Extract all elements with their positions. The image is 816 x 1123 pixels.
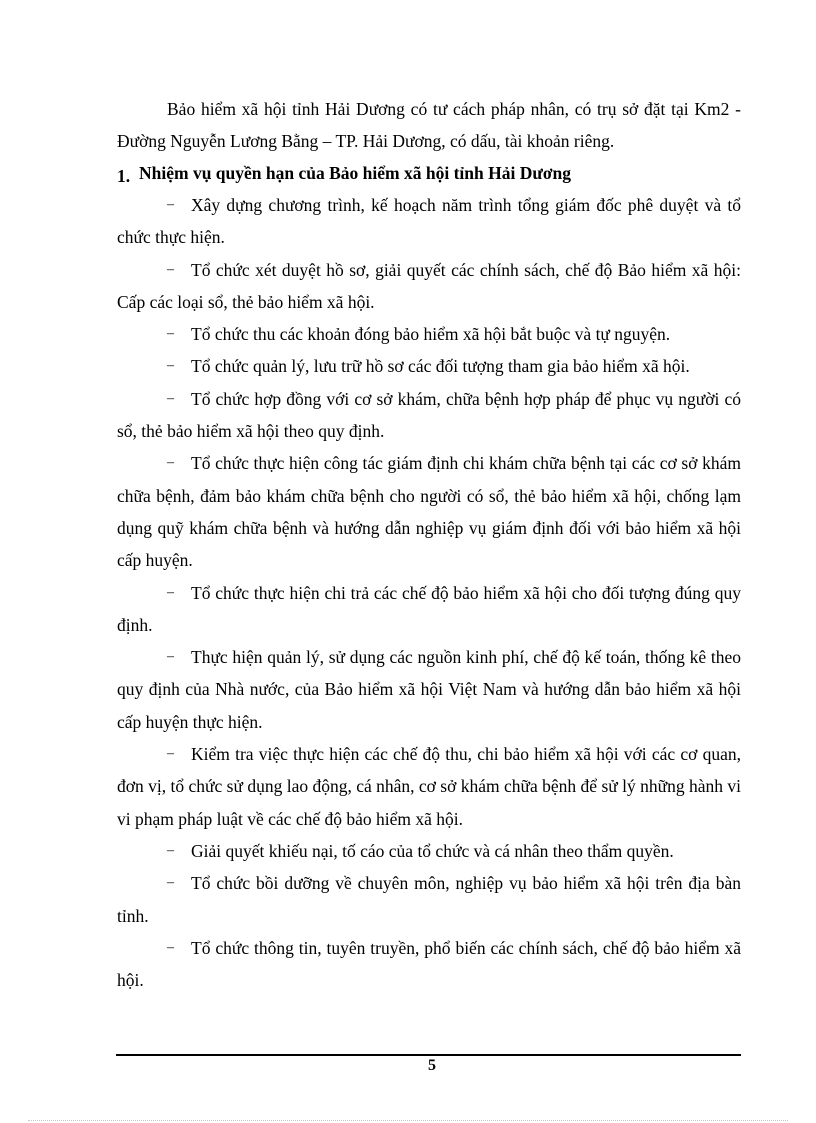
duty-item — [117, 867, 741, 932]
duty-item — [117, 383, 741, 448]
bullet-dash-icon: – — [167, 390, 174, 406]
duty-item — [117, 932, 741, 997]
bullet-dash-icon: – — [167, 358, 174, 374]
duty-item — [117, 350, 741, 382]
duty-text: Tổ chức bồi dưỡng về chuyên môn, nghiệp vụ bảo hiểm xã hội trên địa bàn tỉnh. — [117, 873, 741, 926]
duty-text: Xây dựng chương trình, kế hoạch năm trình tổng giám đốc phê duyệt và tổ chức thực hiện. — [117, 195, 741, 248]
page-number: 5 — [428, 1057, 436, 1074]
duty-item — [117, 577, 741, 642]
bullet-dash-icon: – — [167, 875, 174, 891]
duty-text: Thực hiện quản lý, sử dụng các nguồn kinh phí, chế độ kế toán, thống kê theo quy định của Nhà nước, của Bảo hiểm xã hội Việt Nam và hướng dẫn bảo hiểm xã hội cấp huyện thực hiện. — [117, 647, 741, 732]
section-heading — [117, 157, 741, 189]
duty-text: Tổ chức thu các khoản đóng bảo hiểm xã hội bắt buộc và tự nguyện. — [191, 324, 671, 345]
bullet-dash-icon: – — [167, 842, 174, 858]
duty-item — [117, 447, 741, 576]
bullet-dash-icon: – — [167, 746, 174, 762]
duty-text: Tổ chức hợp đồng với cơ sở khám, chữa bệnh hợp pháp để phục vụ người có sổ, thẻ bảo hiểm xã hội theo quy định. — [117, 388, 741, 442]
duty-text: Tổ chức thực hiện công tác giám định chi khám chữa bệnh tại các cơ sở khám chữa bệnh, đảm bảo khám chữa bệnh cho người có sổ, thẻ bảo hiểm xã hội, chống lạm dụng quỹ khám chữa bệnh và hướng dẫn nghiệp vụ giám định đối với bảo hiểm xã hội cấp huyện. — [117, 453, 741, 571]
duties-list — [117, 189, 741, 996]
duty-item — [117, 641, 741, 738]
bullet-dash-icon: – — [167, 584, 174, 600]
bullet-dash-icon: – — [167, 326, 174, 342]
intro-paragraph: Bảo hiểm xã hội tỉnh Hải Dương có tư cách pháp nhân, có trụ sở đặt tại Km2 - Đường Nguyễn Lương Bằng – TP. Hải Dương, có dấu, tài khoản riêng. — [117, 99, 741, 151]
duty-text: Giải quyết khiếu nại, tố cáo của tổ chức và cá nhân theo thẩm quyền. — [191, 840, 674, 861]
page-bottom-edge — [28, 1120, 788, 1121]
bullet-dash-icon: – — [167, 939, 174, 955]
duty-text: Tổ chức xét duyệt hồ sơ, giải quyết các chính sách, chế độ Bảo hiểm xã hội: Cấp các loại sổ, thẻ bảo hiểm xã hội. — [117, 259, 741, 312]
bullet-dash-icon: – — [167, 649, 174, 665]
section-title: Nhiệm vụ quyền hạn của Bảo hiểm xã hội tỉnh Hải Dương — [139, 163, 572, 183]
duty-text: Tổ chức thông tin, tuyên truyền, phổ biến các chính sách, chế độ bảo hiểm xã hội. — [117, 937, 741, 991]
bullet-dash-icon: – — [167, 455, 174, 471]
duty-item — [117, 189, 741, 254]
duty-text: Kiểm tra việc thực hiện các chế độ thu, chi bảo hiểm xã hội với các cơ quan, đơn vị, tổ chức sử dụng lao động, cá nhân, cơ sở khám chữa bệnh để sử lý những hành vi vi phạm pháp luật về các chế độ bảo hiểm xã hội. — [117, 744, 741, 829]
bullet-dash-icon: – — [167, 261, 174, 277]
duty-item — [117, 738, 741, 835]
duty-item — [117, 254, 741, 319]
bullet-dash-icon: – — [167, 197, 174, 212]
duty-item — [117, 835, 741, 867]
duty-item — [117, 318, 741, 350]
duty-text: Tổ chức quản lý, lưu trữ hồ sơ các đối tượng tham gia bảo hiểm xã hội. — [191, 356, 690, 377]
duty-text: Tổ chức thực hiện chi trả các chế độ bảo hiểm xã hội cho đối tượng đúng quy định. — [117, 582, 741, 635]
section-number: 1. — [117, 166, 131, 186]
